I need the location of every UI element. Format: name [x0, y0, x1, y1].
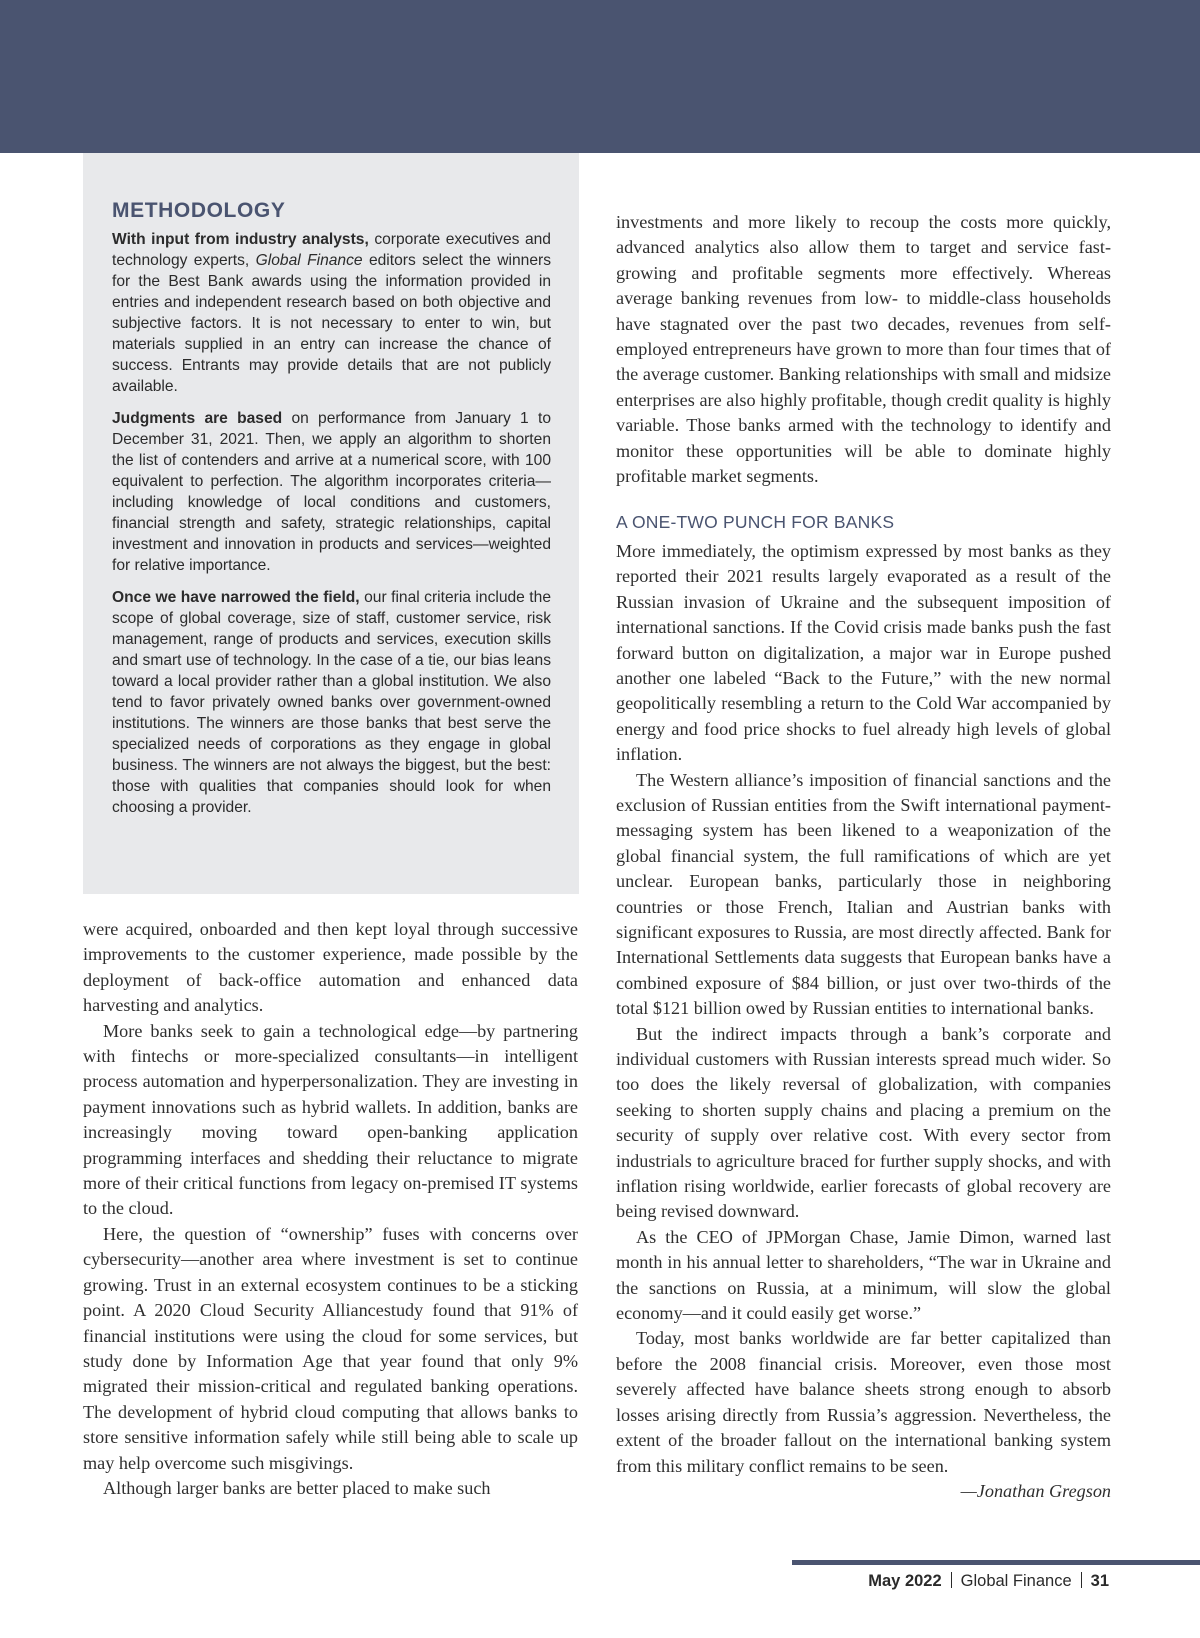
publication-name: Global Finance: [255, 252, 363, 269]
issue-date: May 2022: [868, 1572, 942, 1590]
header-band: [0, 0, 1200, 153]
author-signature: —Jonathan Gregson: [960, 1480, 1111, 1501]
body-paragraph: As the CEO of JPMorgan Chase, Jamie Dimon, warned last month in his annual letter to shareholders, “The war in Ukraine and the sanctions on Russia, at a minimum, will slow the global economy—and it could easily get worse.”: [616, 1226, 1111, 1324]
methodology-paragraph-2: Judgments are based on performance from January 1 to December 31, 2021. Then, we apply an algorithm to shorten the list of contenders and arrive at a numerical score, with 100 equivalent to perfection. The algorithm incorporates criteria—including knowledge of local conditions and customers, financial strength and safety, strategic relationships, capital investment and innovation in products and services—weighted for relative importance.: [112, 410, 551, 574]
methodology-lead-3: Once we have narrowed the field,: [112, 589, 360, 606]
right-column: [616, 210, 1111, 1504]
section-heading: A ONE-TWO PUNCH FOR BANKS: [616, 512, 895, 533]
methodology-lead-2: Judgments are based: [112, 410, 283, 427]
publication-title: Global Finance: [960, 1572, 1072, 1590]
footer-divider: [951, 1572, 952, 1588]
body-paragraph: were acquired, onboarded and then kept loyal through successive improvements to the customer experience, made possible by the deployment of back-office automation and enhanced data harvesting and analytics.: [83, 919, 578, 1016]
body-paragraph: Here, the question of “ownership” fuses with concerns over cybersecurity—another area where investment is set to continue growing. Trust in an external ecosystem continues to be a sticking point. A 2020 Cloud Security Alliancestudy found that 91% of financial institutions were using the cloud for some services, but study done by Information Age that year found that only 9% migrated their mission-critical and regulated banking operations. The development of hybrid cloud computing that allows banks to store sensitive information safely while still being able to scale up may help overcome such misgivings.: [83, 1223, 578, 1473]
methodology-box: [83, 153, 579, 894]
footer-rule: [792, 1560, 1200, 1565]
body-paragraph: Today, most banks worldwide are far better capitalized than before the 2008 financial crisis. Moreover, even those most severely affected have balance sheets strong enough to absorb losses arising directly from Russia’s aggression. Nevertheless, the extent of the broader fallout on the international banking system from this military conflict remains to be seen.: [616, 1328, 1111, 1476]
left-column: [83, 917, 578, 1501]
body-paragraph: More banks seek to gain a technological edge—by partnering with fintechs or more-specialized consultants—in intelligent process automation and hyperpersonalization. They are investing in payment innovations such as hybrid wallets. In addition, banks are increasingly moving toward open-banking application programming interfaces and shedding their reluctance to migrate more of their critical functions from legacy on-premised IT systems to the cloud.: [83, 1020, 578, 1219]
body-paragraph: investments and more likely to recoup the costs more quickly, advanced analytics also allow them to target and service fast-growing and profitable segments more effectively. Whereas average banking revenues from low- to middle-class households have stagnated over the past two decades, revenues from self-employed entrepreneurs have grown to more than four times that of the average customer. Banking relationships with small and midsize enterprises are also highly profitable, though credit quality is highly variable. Those banks armed with the technology to identify and monitor these opportunities will be able to dominate highly profitable market segments.: [616, 212, 1111, 487]
methodology-lead-1: With input from industry analysts,: [112, 231, 369, 248]
methodology-title: METHODOLOGY: [112, 199, 286, 222]
methodology-paragraph-1: With input from industry analysts, corporate executives and technology experts, Global Finance editors select the winners for the Best Bank awards using the information provided in entries and independent research based on both objective and subjective factors. It is not necessary to enter to win, but materials supplied in an entry can increase the chance of success. Entrants may provide details that are not publicly available.: [112, 231, 552, 395]
body-paragraph: The Western alliance’s imposition of financial sanctions and the exclusion of Russian entities from the Swift international payment-messaging system has been likened to a weaponization of the global financial system, the full ramifications of which are yet unclear. European banks, particularly those in neighboring countries or those French, Italian and Austrian banks with significant exposures to Russia, are most directly affected. Bank for International Settlements data suggests that European banks have a combined exposure of $84 billion, or just over two-thirds of the total $121 billion owed by Russian entities to international banks.: [616, 769, 1111, 1019]
methodology-paragraph-3: Once we have narrowed the field, our final criteria include the scope of global coverage, size of staff, customer service, risk management, range of products and services, execution skills and smart use of technology. In the case of a tie, our bias leans toward a local provider rather than a global institution. We also tend to favor privately owned banks over government-owned institutions. The winners are those banks that best serve the specialized needs of corporations as they engage in global business. The winners are not always the biggest, but the best: those with qualities that companies should look for when choosing a provider.: [112, 589, 551, 816]
body-paragraph: More immediately, the optimism expressed by most banks as they reported their 2021 results largely evaporated as a result of the Russian invasion of Ukraine and the subsequent imposition of international sanctions. If the Covid crisis made banks push the fast forward button on digitalization, a major war in Europe pushed another one labeled “Back to the Future,” with the new normal geopolitically resembling a return to the Cold War accompanied by energy and food price shocks to fuel already high levels of global inflation.: [616, 540, 1111, 765]
footer-divider: [1081, 1572, 1082, 1588]
page-number: 31: [1090, 1572, 1109, 1590]
page-footer: [792, 1572, 1109, 1591]
body-paragraph: But the indirect impacts through a bank’s corporate and individual customers with Russian interests spread much wider. So too does the likely reversal of globalization, with companies seeking to shorten supply chains and placing a premium on the security of supply over relative cost. With every sector from industrials to agriculture braced for further supply shocks, and with inflation rising worldwide, earlier forecasts of global recovery are being revised downward.: [616, 1023, 1111, 1222]
body-paragraph: Although larger banks are better placed to make such: [103, 1477, 491, 1498]
